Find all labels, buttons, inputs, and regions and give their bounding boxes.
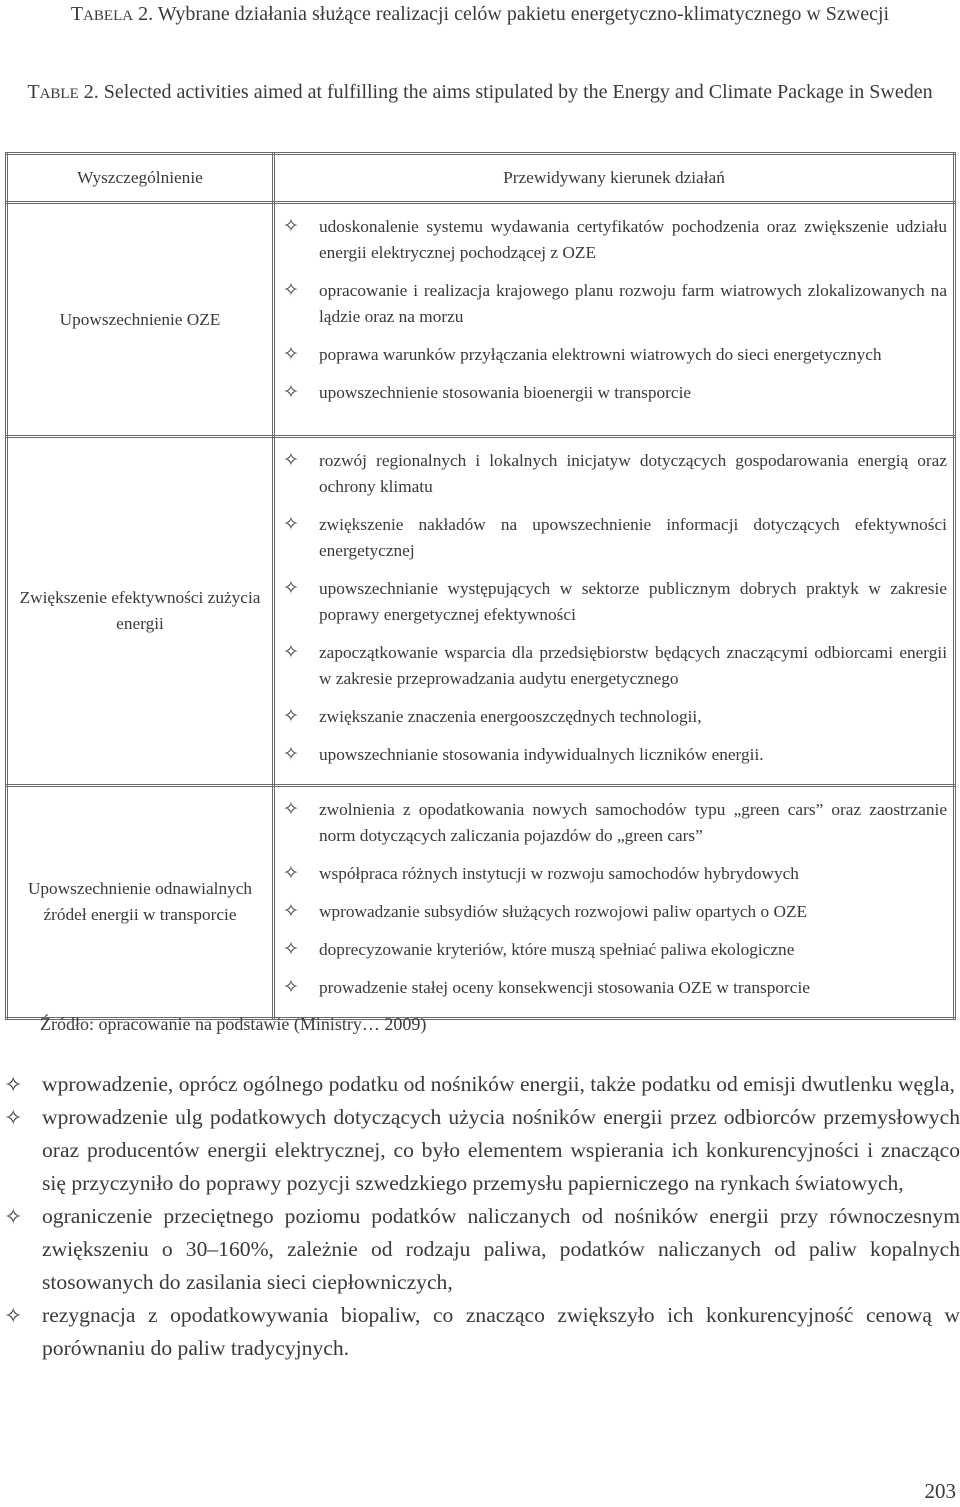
- caption-prefix-smallcaps: ABLE: [39, 86, 79, 102]
- action-text: upowszechnienie stosowania bioenergii w transporcie: [319, 383, 692, 402]
- activities-table: [5, 152, 956, 1020]
- action-text: wprowadzanie subsydiów służących rozwojowi paliw opartych o OZE: [319, 902, 808, 921]
- action-item: [283, 704, 947, 730]
- action-item: [283, 278, 947, 330]
- row-actions-cell: [274, 437, 955, 786]
- diamond-star-icon: ✧: [283, 578, 299, 599]
- row-actions-cell: [274, 786, 955, 1019]
- diamond-star-icon: ✧: [283, 642, 299, 663]
- body-list-item: [4, 1101, 960, 1200]
- diamond-star-icon: ✧: [283, 939, 299, 960]
- diamond-star-icon: ✧: [4, 1072, 23, 1097]
- table-row: [7, 437, 955, 786]
- header-planned-actions: Przewidywany kierunek działań: [274, 154, 955, 203]
- caption-prefix-smallcaps: ABELA: [83, 8, 134, 24]
- caption-text: 2. Selected activities aimed at fulfilling the aims stipulated by the Energy and Climate Package in Sweden: [78, 81, 933, 103]
- action-item: [283, 512, 947, 564]
- action-item: [283, 937, 947, 963]
- action-text: udoskonalenie systemu wydawania certyfikatów pochodzenia oraz zwiększenie udziału energii elektrycznej pochodzącej z OZE: [319, 217, 947, 262]
- diamond-star-icon: ✧: [283, 706, 299, 727]
- body-list-text: wprowadzenie ulg podatkowych dotyczących użycia nośników energii przez odbiorców przemysłowych oraz producentów energii elektrycznej, co było elementem wspierania ich konkurencyjności i znacząco się przyczyniło do poprawy pozycji szwedzkiego przemysłu papierniczego na rynkach światowych,: [42, 1105, 960, 1195]
- table-body: [7, 203, 955, 1019]
- diamond-star-icon: ✧: [283, 863, 299, 884]
- body-bullet-list: [4, 1068, 960, 1365]
- action-text: upowszechnianie stosowania indywidualnych liczników energii.: [319, 745, 764, 764]
- source-note: Źródło: opracowanie na podstawie (Ministry… 2009): [40, 1014, 427, 1034]
- body-list-item: [4, 1068, 960, 1101]
- diamond-star-icon: ✧: [283, 450, 299, 471]
- action-text: poprawa warunków przyłączania elektrowni wiatrowych do sieci energetycznych: [319, 345, 882, 364]
- action-item: [283, 861, 947, 887]
- body-list-text: ograniczenie przeciętnego poziomu podatków naliczanych od nośników energii przy równoczesnym zwiększeniu o 30–160%, zależnie od rodzaju paliwa, podatków naliczanych od paliw kopalnych stosowanych do zasilania sieci ciepłowniczych,: [42, 1204, 960, 1294]
- action-item: [283, 975, 947, 1001]
- table-caption-polish: [0, 0, 960, 31]
- page-number: 203: [924, 1479, 956, 1503]
- row-category-label: Upowszechnienie odnawialnych źródeł energii w transporcie: [7, 786, 274, 1019]
- caption-prefix-initial: T: [27, 81, 40, 103]
- table-caption-english: [0, 78, 960, 109]
- diamond-star-icon: ✧: [4, 1204, 23, 1229]
- table-row: [7, 786, 955, 1019]
- action-item: [283, 448, 947, 500]
- caption-text: 2. Wybrane działania służące realizacji celów pakietu energetyczno-klimatycznego w Szwecji: [133, 3, 890, 25]
- caption-prefix-initial: T: [70, 3, 84, 25]
- diamond-star-icon: ✧: [283, 799, 299, 820]
- diamond-star-icon: ✧: [4, 1105, 23, 1130]
- diamond-star-icon: ✧: [283, 344, 299, 365]
- action-text: opracowanie i realizacja krajowego planu rozwoju farm wiatrowych zlokalizowanych na lądzie oraz na morzu: [319, 281, 947, 326]
- diamond-star-icon: ✧: [283, 901, 299, 922]
- action-text: zwiększenie nakładów na upowszechnienie informacji dotyczących efektywności energetycznej: [319, 515, 947, 560]
- action-item: [283, 576, 947, 628]
- diamond-star-icon: ✧: [283, 216, 299, 237]
- action-text: współpraca różnych instytucji w rozwoju samochodów hybrydowych: [319, 864, 799, 883]
- action-text: prowadzenie stałej oceny konsekwencji stosowania OZE w transporcie: [319, 978, 810, 997]
- row-category-label: Zwiększenie efektywności zużycia energii: [7, 437, 274, 786]
- action-item: [283, 797, 947, 849]
- table-header-row: [7, 154, 955, 203]
- table-row: [7, 203, 955, 437]
- action-text: zwiększanie znaczenia energooszczędnych technologii,: [319, 707, 702, 726]
- diamond-star-icon: ✧: [283, 514, 299, 535]
- body-list-item: [4, 1299, 960, 1365]
- body-list-item: [4, 1200, 960, 1299]
- diamond-star-icon: ✧: [283, 977, 299, 998]
- action-item: [283, 214, 947, 266]
- action-item: [283, 342, 947, 368]
- action-item: [283, 380, 947, 406]
- action-text: upowszechnianie występujących w sektorze publicznym dobrych praktyk w zakresie poprawy energetycznej efektywności: [319, 579, 947, 624]
- row-category-label: Upowszechnienie OZE: [7, 203, 274, 437]
- diamond-star-icon: ✧: [283, 280, 299, 301]
- action-text: zapoczątkowanie wsparcia dla przedsiębiorstw będących znaczącymi odbiorcami energii w zakresie przeprowadzania audytu energetycznego: [319, 643, 947, 688]
- diamond-star-icon: ✧: [283, 744, 299, 765]
- diamond-star-icon: ✧: [4, 1303, 23, 1328]
- body-list-text: wprowadzenie, oprócz ogólnego podatku od nośników energii, także podatku od emisji dwutlenku węgla,: [42, 1072, 955, 1096]
- header-specification: Wyszczególnienie: [7, 154, 274, 203]
- action-text: zwolnienia z opodatkowania nowych samochodów typu „green cars” oraz zaostrzanie norm dotyczących zaliczania pojazdów do „green cars”: [319, 800, 947, 845]
- action-item: [283, 640, 947, 692]
- action-item: [283, 742, 947, 768]
- row-actions-cell: [274, 203, 955, 437]
- action-text: rozwój regionalnych i lokalnych inicjatyw dotyczących gospodarowania energią oraz ochrony klimatu: [319, 451, 947, 496]
- action-item: [283, 899, 947, 925]
- body-list-text: rezygnacja z opodatkowywania biopaliw, co znacząco zwiększyło ich konkurencyjność cenową w porównaniu do paliw tradycyjnych.: [42, 1303, 960, 1360]
- action-text: doprecyzowanie kryteriów, które muszą spełniać paliwa ekologiczne: [319, 940, 795, 959]
- diamond-star-icon: ✧: [283, 382, 299, 403]
